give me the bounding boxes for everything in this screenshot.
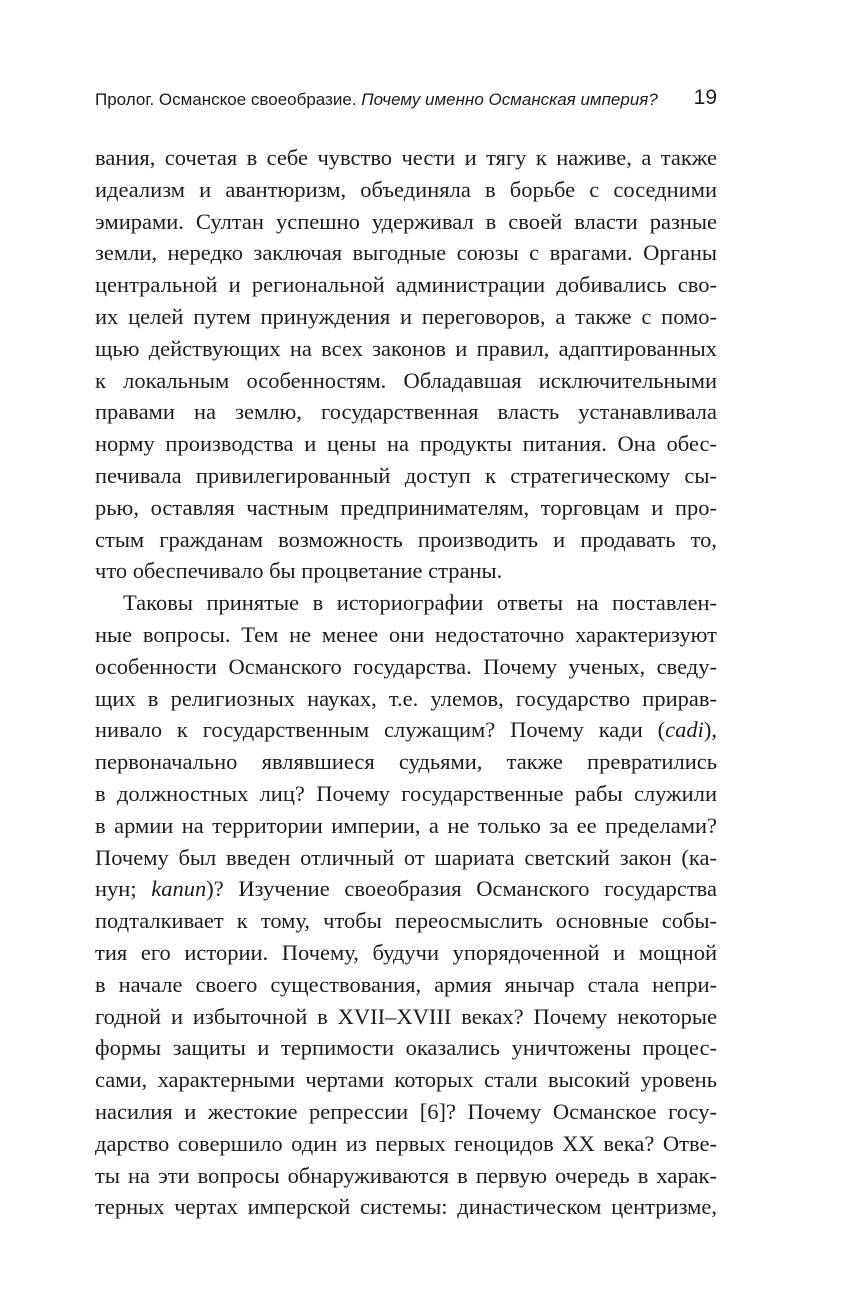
text-line: идеализм и авантюризм, объединяла в борьбе с соседними [95, 176, 717, 202]
text-line: щих в религиозных науках, т.е. улемов, государство прирав- [95, 685, 717, 711]
text-line: терных чертах имперской системы: династическом центризме, [95, 1194, 717, 1220]
text-line: Почему был введен отличный от шариата светский закон (ка- [95, 844, 717, 870]
text-line: к локальным особенностям. Обладавшая исключительными [95, 367, 717, 393]
text-line: подталкивает к тому, чтобы переосмыслить основные собы- [95, 908, 717, 934]
text-line: Таковы принятые в историографии ответы на поставлен- [123, 590, 717, 616]
text-line: что обеспечивало бы процветание страны. [95, 558, 503, 584]
running-header [95, 86, 717, 114]
text-line: рью, оставляя частным предпринимателям, торговцам и про- [95, 494, 717, 520]
text-line: в армии на территории империи, а не только за ее пределами? [95, 812, 717, 838]
text-segment: нун; [95, 876, 152, 902]
text-line: первоначально являвшиеся судьями, также превратились [95, 749, 717, 775]
text-segment: нивало к государственным служащим? Почему кади ( [95, 717, 666, 743]
text-line: насилия и жестокие репрессии [6]? Почему Османское госу- [95, 1098, 717, 1124]
text-line: норму производства и цены на продукты питания. Она обес- [95, 431, 717, 457]
text-line: в начале своего существования, армия янычар стала непри- [95, 971, 717, 997]
text-segment: ), [703, 717, 717, 743]
paragraph-1 [95, 142, 717, 587]
text-line [95, 714, 717, 746]
text-line: годной и избыточной в XVII–XVIII веках? Почему некоторые [95, 1003, 717, 1029]
page-body [95, 142, 717, 1223]
text-line: ные вопросы. Тем не менее они недостаточно характеризуют [95, 621, 717, 647]
text-line: их целей путем принуждения и переговоров, а также с помо- [95, 303, 717, 329]
italic-term-cadi: cadi [665, 717, 704, 743]
text-line: правами на землю, государственная власть устанавливала [95, 399, 717, 425]
text-line: в должностных лиц? Почему государственные рабы служили [95, 780, 717, 806]
header-subsection-title: Почему именно Османская империя? [361, 90, 658, 109]
text-line: центральной и региональной администрации добивались сво- [95, 272, 717, 298]
text-segment: )? Изучение своеобразия Османского государства [206, 876, 717, 902]
text-line: ты на эти вопросы обнаруживаются в первую очередь в харак- [95, 1162, 717, 1188]
text-line: формы защиты и терпимости оказались уничтожены процес- [95, 1035, 717, 1061]
header-section-title: Пролог. Османское своеобразие. [95, 90, 357, 109]
page-number: 19 [693, 86, 717, 109]
paragraph-2 [95, 587, 717, 1223]
text-line: эмирами. Султан успешно удерживал в своей власти разные [95, 208, 717, 234]
text-line: земли, нередко заключая выгодные союзы с врагами. Органы [95, 240, 717, 266]
text-line: печивала привилегированный доступ к стратегическому сы- [95, 462, 717, 488]
text-line: дарство совершило один из первых геноцидов XX века? Отве- [95, 1130, 717, 1156]
text-line: вания, сочетая в себе чувство чести и тягу к наживе, а также [95, 145, 717, 170]
text-line: тия его истории. Почему, будучи упорядоченной и мощной [95, 939, 717, 965]
italic-term-kanun: kanun [151, 876, 207, 902]
text-line [95, 873, 717, 905]
text-line: сами, характерными чертами которых стали высокий уровень [95, 1067, 717, 1093]
text-line: особенности Османского государства. Почему ученых, сведу- [95, 653, 717, 679]
text-line: щью действующих на всех законов и правил, адаптированных [95, 335, 717, 361]
text-line: стым гражданам возможность производить и продавать то, [95, 526, 717, 552]
